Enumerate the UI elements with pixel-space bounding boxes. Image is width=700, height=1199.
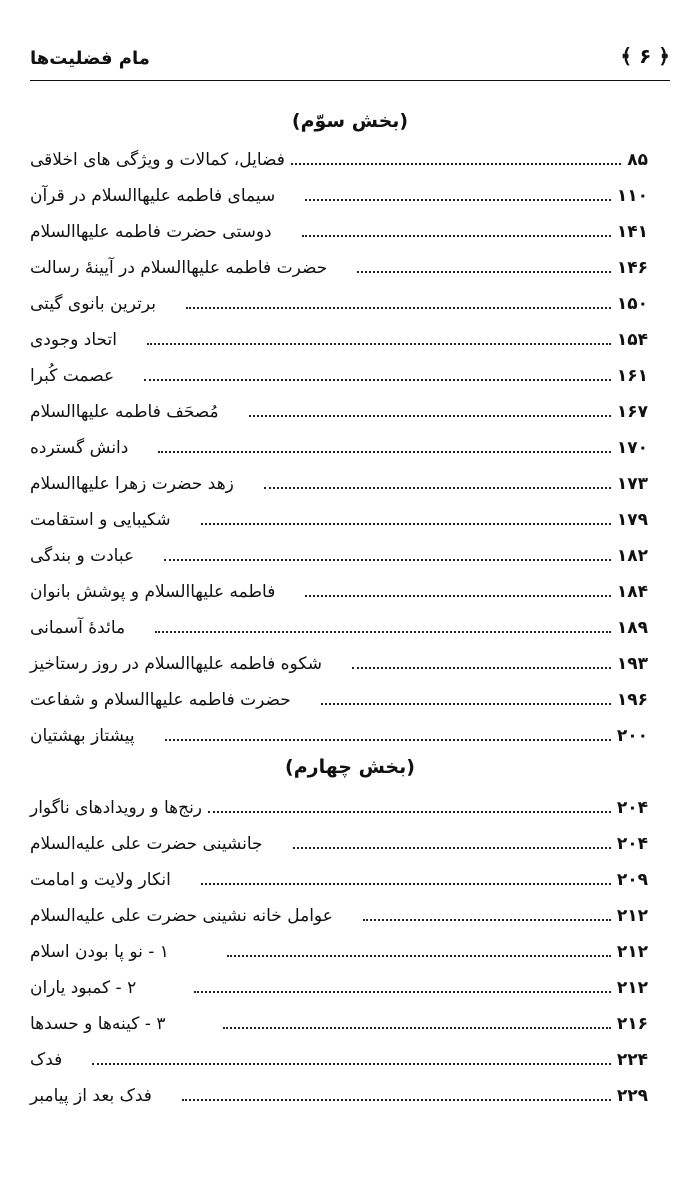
toc-entry-label: رنج‌ها و رویدادهای ناگوار	[30, 797, 203, 818]
toc-entry[interactable]	[30, 860, 648, 890]
leader-dots	[92, 1063, 611, 1065]
leader-dots	[227, 955, 611, 957]
toc-entry-label: عصمت کُبرا	[30, 365, 115, 386]
toc-entry-label: برترین بانوی گیتی	[30, 293, 156, 314]
toc-entry[interactable]	[30, 1040, 648, 1070]
toc-entry[interactable]	[30, 716, 648, 746]
toc-entry-label: حضرت فاطمه علیهاالسلام و شفاعت	[30, 689, 291, 710]
toc-entry-label: مائدهٔ آسمانی	[30, 617, 126, 638]
toc-entry-page: ۱۴۶	[616, 257, 648, 278]
toc-entry-label: زهد حضرت زهرا علیهاالسلام	[30, 473, 234, 494]
toc-entry[interactable]	[30, 176, 648, 206]
toc-entry-page: ۱۷۰	[616, 437, 648, 458]
toc-entry-page: ۱۷۹	[616, 509, 648, 530]
toc-entry[interactable]	[30, 932, 648, 962]
leader-dots	[158, 451, 611, 453]
toc-entry[interactable]	[30, 392, 648, 422]
toc-entry-page: ۲۱۲	[616, 941, 648, 962]
toc-entry-page: ۲۲۹	[616, 1085, 648, 1106]
toc-entry[interactable]	[30, 212, 648, 242]
toc-entry[interactable]	[30, 680, 648, 710]
toc-entry-label: فاطمه علیهاالسلام و پوشش بانوان	[30, 581, 276, 602]
toc-entry-label: انکار ولایت و امامت	[30, 869, 171, 890]
toc-entry-label: عبادت و بندگی	[30, 545, 135, 566]
leader-dots	[352, 667, 611, 669]
toc-entry[interactable]	[30, 1004, 648, 1034]
toc-entry[interactable]	[30, 536, 648, 566]
leader-dots	[305, 595, 611, 597]
toc-entry-page: ۲۰۰	[616, 725, 648, 746]
leader-dots	[164, 559, 611, 561]
toc-entry[interactable]	[30, 1076, 648, 1106]
toc-entry-label: فضایل، کمالات و ویژگی های اخلاقی	[30, 149, 285, 170]
leader-dots	[182, 1099, 611, 1101]
toc-entry-page: ۱۸۲	[616, 545, 648, 566]
section-title: (بخش چهارم)	[285, 756, 415, 778]
leader-dots	[321, 703, 611, 705]
toc-entry[interactable]	[30, 464, 648, 494]
toc-entry[interactable]	[30, 572, 648, 602]
toc-entry-label: عوامل خانه نشینی حضرت علی علیه‌السلام	[30, 905, 333, 926]
toc-entry-label: ۱ - نو پا بودن اسلام	[30, 941, 169, 962]
toc-entry-page: ۱۴۱	[616, 221, 648, 242]
leader-dots	[201, 883, 611, 885]
toc-entry-page: ۲۰۴	[616, 833, 648, 854]
leader-dots	[291, 163, 621, 165]
leader-dots	[201, 523, 611, 525]
toc-entry-label: فدک بعد از پیامبر	[30, 1085, 152, 1106]
leader-dots	[165, 739, 611, 741]
toc-entry-label: شکیبایی و استقامت	[30, 509, 171, 530]
toc-entry[interactable]	[30, 500, 648, 530]
toc-entry-page: ۲۱۲	[616, 905, 648, 926]
leader-dots	[293, 847, 611, 849]
leader-dots	[223, 1027, 610, 1029]
toc-entry-label: حضرت فاطمه علیهاالسلام در آیینهٔ رسالت	[30, 257, 328, 278]
toc-entry-label: جانشینی حضرت علی علیه‌السلام	[30, 833, 263, 854]
toc-entry-page: ۱۶۱	[616, 365, 648, 386]
leader-dots	[147, 343, 611, 345]
toc-entry[interactable]	[30, 140, 648, 170]
toc-entry[interactable]	[30, 824, 648, 854]
leader-dots	[144, 379, 611, 381]
leader-dots	[305, 199, 611, 201]
toc-entry-page: ۲۱۲	[616, 977, 648, 998]
leader-dots	[186, 307, 611, 309]
toc-entry-page: ۱۵۴	[616, 329, 648, 350]
toc-entry-page: ۱۶۷	[616, 401, 648, 422]
toc-entry-label: اتحاد وجودی	[30, 329, 117, 350]
toc-entry-label: فدک	[30, 1049, 63, 1070]
toc-entry-page: ۱۸۴	[616, 581, 648, 602]
toc-entry-page: ۱۱۰	[616, 185, 648, 206]
toc-entry[interactable]	[30, 608, 648, 638]
toc-entry-page: ۱۹۳	[616, 653, 648, 674]
leader-dots	[302, 235, 611, 237]
toc-entry[interactable]	[30, 284, 648, 314]
page-header	[30, 40, 670, 81]
toc-entry-page: ۸۵	[627, 149, 648, 170]
page-number: ﴿ ۶ ﴾	[620, 44, 670, 68]
toc-entry[interactable]	[30, 788, 648, 818]
leader-dots	[264, 487, 611, 489]
toc-entry[interactable]	[30, 320, 648, 350]
toc-entry-page: ۲۰۴	[616, 797, 648, 818]
toc-entry-page: ۲۰۹	[616, 869, 648, 890]
leader-dots	[194, 991, 611, 993]
toc-entry-label: شکوه فاطمه علیهاالسلام در روز رستاخیز	[30, 653, 322, 674]
toc-entry-page: ۱۹۶	[616, 689, 648, 710]
toc-entry-label: مُصحَف فاطمه علیهاالسلام	[30, 401, 219, 422]
toc-entry-label: ۳ - کینه‌ها و حسدها	[30, 1013, 166, 1034]
book-title: مام فضلیت‌ها	[30, 48, 150, 69]
leader-dots	[357, 271, 611, 273]
toc-entry-page: ۱۷۳	[616, 473, 648, 494]
toc-entry-label: سیمای فاطمه علیهاالسلام در قرآن	[30, 185, 276, 206]
leader-dots	[155, 631, 611, 633]
toc-entry[interactable]	[30, 644, 648, 674]
toc-entry-label: پیشتاز بهشتیان	[30, 725, 135, 746]
toc-entry[interactable]	[30, 428, 648, 458]
toc-entry[interactable]	[30, 968, 648, 998]
section-title: (بخش سوّم)	[291, 110, 409, 132]
toc-entry-page: ۲۲۴	[616, 1049, 648, 1070]
toc-entry[interactable]	[30, 248, 648, 278]
toc-entry-label: دوستی حضرت فاطمه علیهاالسلام	[30, 221, 272, 242]
toc-entry[interactable]	[30, 356, 648, 386]
leader-dots	[208, 811, 611, 813]
toc-entry-page: ۱۵۰	[616, 293, 648, 314]
toc-entry[interactable]	[30, 896, 648, 926]
toc-entry-page: ۲۱۶	[616, 1013, 648, 1034]
toc-entry-label: دانش گسترده	[30, 437, 129, 458]
leader-dots	[363, 919, 611, 921]
toc-entry-page: ۱۸۹	[616, 617, 648, 638]
leader-dots	[249, 415, 611, 417]
toc-entry-label: ۲ - کمبود یاران	[30, 977, 137, 998]
